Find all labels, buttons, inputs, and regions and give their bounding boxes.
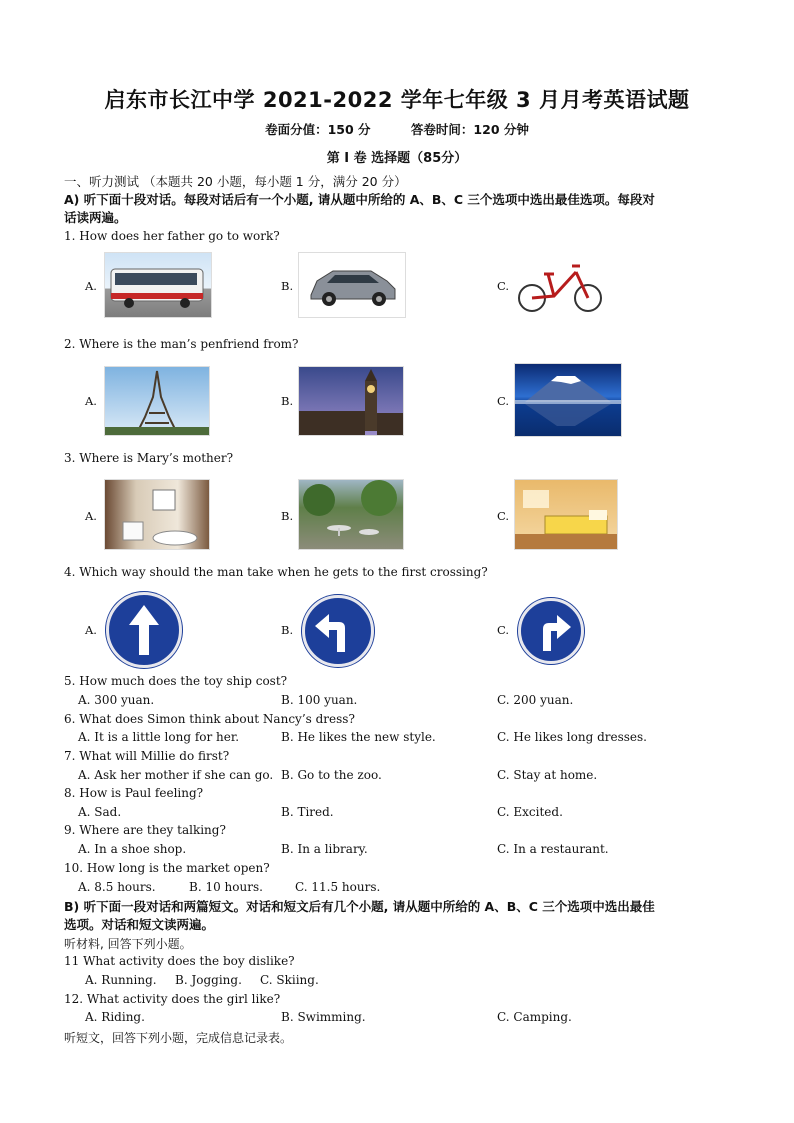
q6-option-b: B. He likes the new style.	[281, 730, 436, 744]
option-label: A.	[85, 509, 97, 523]
option-label: B.	[281, 509, 294, 523]
question-4: 4. Which way should the man take when he gets to the first crossing?	[64, 565, 488, 579]
option-label: A.	[85, 394, 97, 408]
part-title: 第 I 卷 选择题（85分）	[326, 151, 468, 166]
question-11: 11 What activity does the boy dislike?	[64, 954, 295, 968]
question-8: 8. How is Paul feeling?	[64, 786, 204, 800]
section-a-instructions: A) 听下面十段对话。每段对话后有一个小题, 请从题中所给的 A、B、C 三个选项中选出最佳选项。每段对	[64, 192, 655, 207]
question-10: 10. How long is the market open?	[64, 861, 270, 875]
q10-option-b: B. 10 hours.	[189, 880, 263, 894]
q9-option-a: A. In a shoe shop.	[78, 842, 187, 856]
question-7: 7. What will Millie do first?	[64, 749, 230, 763]
question-3: 3. Where is Mary’s mother?	[64, 451, 234, 465]
time-info: 答卷时间：120 分钟	[410, 122, 529, 137]
exam-info	[0, 120, 794, 138]
question-2: 2. Where is the man’s penfriend from?	[64, 337, 299, 351]
question-6: 6. What does Simon think about Nancy’s dress?	[64, 712, 355, 726]
q8-option-b: B. Tired.	[281, 805, 334, 819]
question-1: 1. How does her father go to work?	[64, 229, 280, 243]
q6-option-a: A. It is a little long for her.	[78, 730, 240, 744]
option-label: A.	[85, 623, 97, 637]
q7-option-b: B. Go to the zoo.	[281, 768, 382, 782]
q11-option-c: C. Skiing.	[260, 973, 319, 987]
bicycle-image	[514, 252, 606, 316]
q5-option-c: C. 200 yuan.	[497, 693, 574, 707]
option-label: B.	[281, 623, 294, 637]
mount-fuji-image	[514, 363, 622, 437]
q12-option-b: B. Swimming.	[281, 1010, 366, 1024]
question-9: 9. Where are they talking?	[64, 823, 226, 837]
q11-option-b: B. Jogging.	[175, 973, 242, 987]
q12-option-c: C. Camping.	[497, 1010, 572, 1024]
q12-option-a: A. Riding.	[85, 1010, 145, 1024]
eiffel-tower-image	[104, 366, 210, 436]
q8-option-a: A. Sad.	[78, 805, 122, 819]
q8-option-c: C. Excited.	[497, 805, 563, 819]
section-a-instructions-cont: 话读两遍。	[64, 210, 127, 225]
question-12: 12. What activity does the girl like?	[64, 992, 281, 1006]
q7-option-c: C. Stay at home.	[497, 768, 598, 782]
q6-option-c: C. He likes long dresses.	[497, 730, 647, 744]
option-label: B.	[281, 394, 294, 408]
option-label: C.	[497, 394, 510, 408]
big-ben-image	[298, 366, 404, 436]
q11-option-a: A. Running.	[85, 973, 157, 987]
section-b-instructions-cont: 选项。对话和短文读两遍。	[64, 917, 215, 932]
score-info: 卷面分值：150 分	[265, 122, 371, 137]
bus-image	[104, 252, 212, 318]
option-label: C.	[497, 623, 510, 637]
right-turn-sign	[518, 598, 584, 664]
passage-note: 听短文，回答下列小题，完成信息记录表。	[64, 1031, 293, 1045]
q9-option-c: C. In a restaurant.	[497, 842, 609, 856]
straight-arrow-sign	[106, 592, 182, 668]
listening-heading: 一、听力测试 （本题共 20 小题，每小题 1 分，满分 20 分）	[64, 174, 407, 189]
q10-option-a: A. 8.5 hours.	[78, 880, 156, 894]
section-b-instructions: B) 听下面一段对话和两篇短文。对话和短文后有几个小题, 请从题中所给的 A、B、C 三个选项中选出最佳	[64, 899, 655, 914]
q10-option-c: C. 11.5 hours.	[295, 880, 381, 894]
material-note: 听材料, 回答下列小题。	[64, 937, 192, 951]
question-5: 5. How much does the toy ship cost?	[64, 674, 288, 688]
option-label: C.	[497, 279, 510, 293]
garden-image	[298, 479, 404, 550]
q5-option-a: A. 300 yuan.	[78, 693, 155, 707]
q7-option-a: A. Ask her mother if she can go.	[78, 768, 274, 782]
car-image	[298, 252, 406, 318]
q5-option-b: B. 100 yuan.	[281, 693, 358, 707]
bathroom-image	[104, 479, 210, 550]
bedroom-image	[514, 479, 618, 550]
option-label: B.	[281, 279, 294, 293]
left-turn-sign	[302, 595, 374, 667]
exam-title: 启东市长江中学 2021-2022 学年七年级 3 月月考英语试题	[104, 88, 690, 112]
option-label: A.	[85, 279, 97, 293]
q9-option-b: B. In a library.	[281, 842, 368, 856]
option-label: C.	[497, 509, 510, 523]
